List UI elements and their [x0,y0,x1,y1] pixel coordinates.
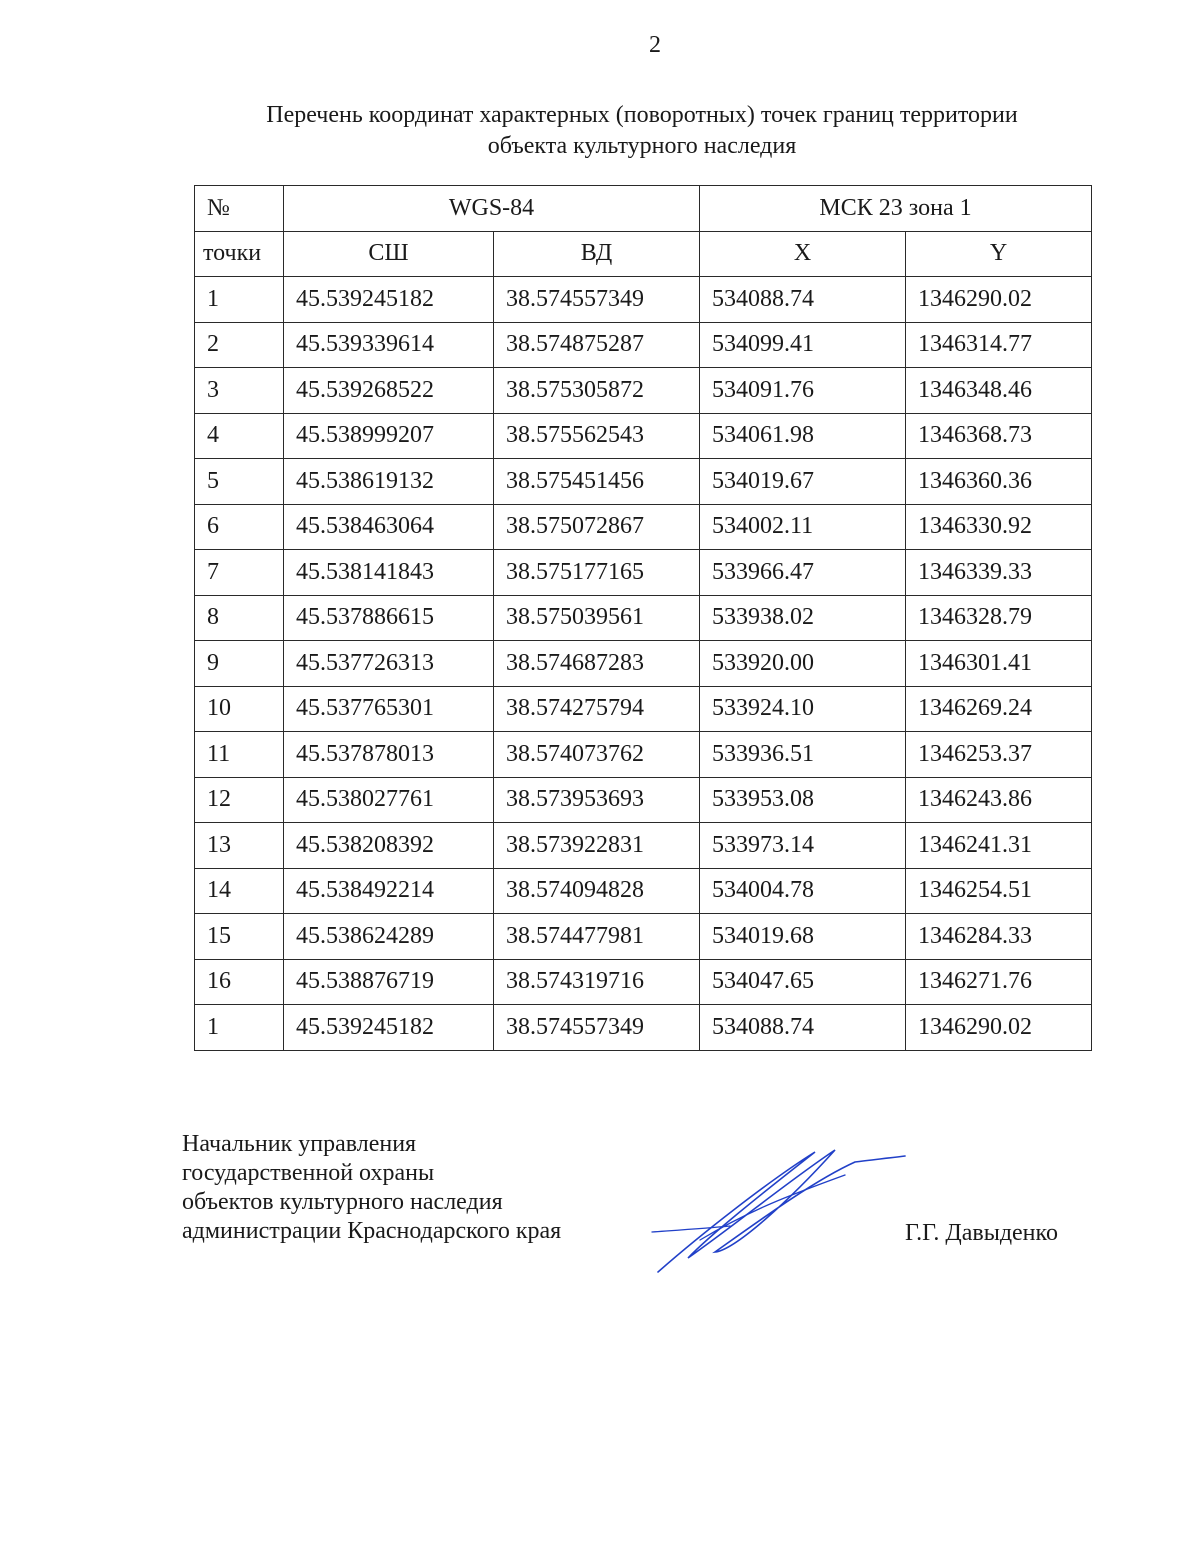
point-number-cell: 6 [195,504,284,550]
title-line-2: объекта культурного наследия [487,133,797,159]
table-row [195,413,1092,459]
longitude-cell: 38.574477981 [494,914,700,960]
y-cell: 1346330.92 [906,504,1092,550]
point-number-header-bottom: точки [195,231,284,277]
longitude-cell: 38.574875287 [494,322,700,368]
point-number-cell: 9 [195,641,284,687]
page-number: 2 [649,32,661,58]
table-row [195,277,1092,323]
table-row [195,550,1092,596]
longitude-cell: 38.574557349 [494,1005,700,1051]
longitude-cell: 38.574094828 [494,868,700,914]
y-cell: 1346284.33 [906,914,1092,960]
x-cell: 534088.74 [700,1005,906,1051]
table-row [195,732,1092,778]
x-cell: 534019.68 [700,914,906,960]
longitude-cell: 38.574319716 [494,959,700,1005]
y-cell: 1346360.36 [906,459,1092,505]
longitude-cell: 38.574275794 [494,686,700,732]
longitude-cell: 38.575072867 [494,504,700,550]
y-cell: 1346269.24 [906,686,1092,732]
point-number-cell: 1 [195,277,284,323]
x-cell: 534088.74 [700,277,906,323]
x-cell: 533973.14 [700,823,906,869]
point-number-cell: 15 [195,914,284,960]
point-number-cell: 2 [195,322,284,368]
x-cell: 533966.47 [700,550,906,596]
signatory-position [182,1130,561,1246]
latitude-cell: 45.537878013 [284,732,494,778]
x-cell: 533938.02 [700,595,906,641]
signatory-line-4: администрации Краснодарского края [182,1218,562,1244]
x-cell: 533920.00 [700,641,906,687]
latitude-cell: 45.539339614 [284,322,494,368]
signatory-line-2: государственной охраны [182,1160,435,1186]
y-cell: 1346271.76 [906,959,1092,1005]
latitude-cell: 45.538624289 [284,914,494,960]
table-row [195,322,1092,368]
table-row [195,959,1092,1005]
table-row [195,823,1092,869]
longitude-cell: 38.574557349 [494,277,700,323]
point-number-cell: 1 [195,1005,284,1051]
x-cell: 534091.76 [700,368,906,414]
longitude-cell: 38.574073762 [494,732,700,778]
table-row [195,686,1092,732]
longitude-cell: 38.574687283 [494,641,700,687]
signatory-name: Г.Г. Давыденко [905,1220,1058,1246]
longitude-cell: 38.575039561 [494,595,700,641]
point-number-cell: 8 [195,595,284,641]
y-cell: 1346348.46 [906,368,1092,414]
y-cell: 1346368.73 [906,413,1092,459]
y-cell: 1346241.31 [906,823,1092,869]
latitude-cell: 45.538876719 [284,959,494,1005]
x-cell: 534004.78 [700,868,906,914]
latitude-cell: 45.538141843 [284,550,494,596]
table-row [195,595,1092,641]
y-cell: 1346290.02 [906,277,1092,323]
longitude-cell: 38.575451456 [494,459,700,505]
handwritten-signature [640,1140,910,1280]
table-row [195,868,1092,914]
point-number-cell: 7 [195,550,284,596]
latitude-cell: 45.538027761 [284,777,494,823]
point-number-cell: 16 [195,959,284,1005]
x-cell: 534002.11 [700,504,906,550]
signatory-line-1: Начальник управления [182,1131,417,1157]
x-cell: 533953.08 [700,777,906,823]
longitude-cell: 38.575305872 [494,368,700,414]
title-line-1: Перечень координат характерных (поворотных) точек границ территории [266,102,1018,128]
y-cell: 1346328.79 [906,595,1092,641]
y-header: Y [906,231,1092,277]
latitude-cell: 45.538999207 [284,413,494,459]
point-number-cell: 3 [195,368,284,414]
table-row [195,777,1092,823]
header-row-1 [195,186,1092,232]
table-row [195,641,1092,687]
longitude-cell: 38.575177165 [494,550,700,596]
x-cell: 534019.67 [700,459,906,505]
point-number-cell: 10 [195,686,284,732]
latitude-cell: 45.537886615 [284,595,494,641]
table-row [195,459,1092,505]
y-cell: 1346254.51 [906,868,1092,914]
x-cell: 533936.51 [700,732,906,778]
latitude-cell: 45.539245182 [284,277,494,323]
point-number-cell: 12 [195,777,284,823]
latitude-cell: 45.538619132 [284,459,494,505]
table-row [195,504,1092,550]
latitude-cell: 45.539268522 [284,368,494,414]
y-cell: 1346253.37 [906,732,1092,778]
y-cell: 1346314.77 [906,322,1092,368]
point-number-cell: 13 [195,823,284,869]
latitude-cell: 45.538208392 [284,823,494,869]
table-row [195,1005,1092,1051]
latitude-cell: 45.538492214 [284,868,494,914]
point-number-cell: 11 [195,732,284,778]
wgs84-header: WGS-84 [284,186,700,232]
msk23-header: МСК 23 зона 1 [700,186,1092,232]
x-cell: 533924.10 [700,686,906,732]
table-row [195,368,1092,414]
x-cell: 534061.98 [700,413,906,459]
point-number-cell: 14 [195,868,284,914]
table-row [195,914,1092,960]
longitude-cell: 38.575562543 [494,413,700,459]
latitude-cell: 45.539245182 [284,1005,494,1051]
longitude-header: ВД [494,231,700,277]
y-cell: 1346290.02 [906,1005,1092,1051]
x-header: X [700,231,906,277]
latitude-header: СШ [284,231,494,277]
latitude-cell: 45.538463064 [284,504,494,550]
latitude-cell: 45.537726313 [284,641,494,687]
y-cell: 1346339.33 [906,550,1092,596]
coordinates-body [195,277,1092,1051]
longitude-cell: 38.573922831 [494,823,700,869]
header-row-2 [195,231,1092,277]
x-cell: 534099.41 [700,322,906,368]
coordinates-table [194,185,1092,1051]
x-cell: 534047.65 [700,959,906,1005]
longitude-cell: 38.573953693 [494,777,700,823]
point-number-cell: 5 [195,459,284,505]
y-cell: 1346243.86 [906,777,1092,823]
point-number-cell: 4 [195,413,284,459]
y-cell: 1346301.41 [906,641,1092,687]
latitude-cell: 45.537765301 [284,686,494,732]
signatory-line-3: объектов культурного наследия [182,1189,503,1215]
point-number-header-top: № [195,186,284,232]
document-title [200,100,1084,162]
